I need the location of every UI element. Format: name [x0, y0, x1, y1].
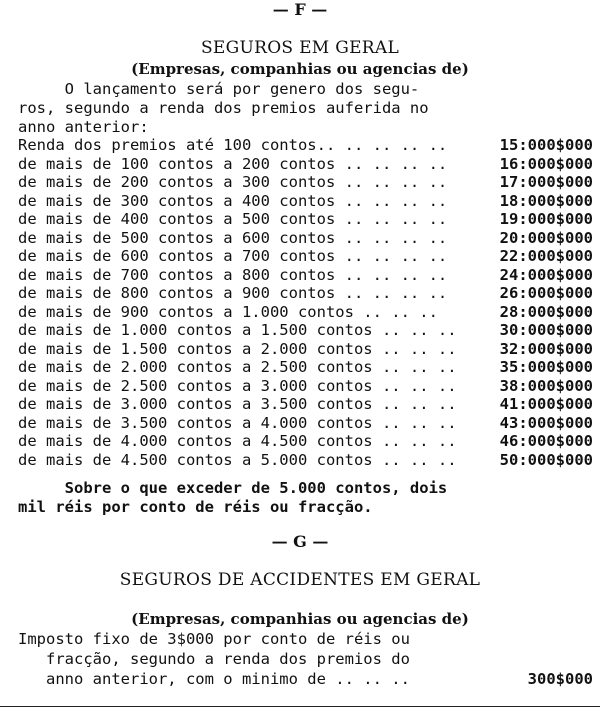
row-description: de mais de 1.000 contos a 1.500 contos .. .. .. — [18, 321, 457, 339]
section-g-subtitle: (Empresas, companhias ou agencias de) — [131, 610, 469, 628]
row-description: de mais de 800 contos a 900 contos .. .. .. .. — [18, 284, 448, 302]
section-f-marker: — F — — [272, 0, 328, 19]
table-row — [18, 210, 593, 229]
row-value: 32:000$000 — [499, 339, 593, 358]
row-value: 43:000$000 — [499, 413, 593, 432]
row-description: de mais de 100 contos a 200 contos .. .. .. .. — [18, 154, 448, 173]
table-row — [18, 266, 593, 285]
row-value: 24:000$000 — [499, 265, 593, 284]
section-f-intro-line-2: ros, segundo a renda dos premios auferida no — [18, 99, 429, 117]
row-value: 46:000$000 — [499, 432, 593, 450]
table-row — [18, 451, 593, 470]
section-g-text-line-3: anno anterior, com o minimo de .. .. .. — [18, 670, 410, 688]
table-row — [18, 136, 593, 155]
row-description: de mais de 4.500 contos a 5.000 contos .. .. .. — [18, 450, 457, 469]
row-description: de mais de 300 contos a 400 contos .. .. .. .. — [18, 191, 448, 210]
row-description: de mais de 2.000 contos a 2.500 contos .. .. .. — [18, 358, 457, 376]
row-value: 16:000$000 — [499, 154, 593, 173]
row-value: 50:000$000 — [499, 450, 593, 469]
table-row — [18, 377, 593, 396]
section-f-closing-line-1: Sobre o que exceder de 5.000 contos, dois — [18, 479, 448, 497]
table-row — [18, 358, 593, 377]
row-value: 20:000$000 — [499, 228, 593, 247]
row-description: de mais de 200 contos a 300 contos .. .. .. .. — [18, 173, 448, 191]
row-value: 38:000$000 — [499, 376, 593, 395]
table-row — [18, 229, 593, 248]
row-value: 22:000$000 — [499, 247, 593, 265]
table-row — [18, 395, 593, 414]
row-description: de mais de 900 contos a 1.000 contos .. .. .. — [18, 302, 438, 321]
section-f-subtitle: (Empresas, companhias ou agencias de) — [131, 60, 469, 78]
table-row — [18, 247, 593, 266]
section-f-intro-line-1: O lançamento será por genero dos segu- — [18, 80, 420, 98]
table-row — [18, 321, 593, 340]
section-f-intro-line-3: anno anterior: — [18, 118, 149, 136]
bottom-rule — [0, 706, 600, 707]
row-value: 17:000$000 — [499, 173, 593, 191]
section-g-text-line-1: Imposto fixo de 3$000 por conto de réis ou — [18, 630, 410, 648]
table-row — [18, 155, 593, 174]
section-g-title: SEGUROS DE ACCIDENTES EM GERAL — [119, 570, 481, 590]
section-f-title: SEGUROS EM GERAL — [200, 38, 400, 58]
row-description: Renda dos premios até 100 contos.. .. .. .. .. — [18, 136, 448, 154]
row-value: 28:000$000 — [499, 302, 593, 321]
row-description: de mais de 700 contos a 800 contos .. .. .. .. — [18, 265, 448, 284]
row-value: 30:000$000 — [499, 321, 593, 339]
row-description: de mais de 400 contos a 500 contos .. .. .. .. — [18, 210, 448, 228]
row-description: de mais de 2.500 contos a 3.000 contos .. .. .. — [18, 376, 457, 395]
table-row — [18, 284, 593, 303]
section-f-closing-line-2: mil réis por conto de réis ou fracção. — [18, 498, 373, 516]
section-g-marker: — G — — [271, 532, 329, 551]
table-row — [18, 173, 593, 192]
table-row — [18, 432, 593, 451]
row-description: de mais de 500 contos a 600 contos .. .. .. .. — [18, 228, 448, 247]
section-g-text-line-2: fracção, segundo a renda dos premios do — [18, 650, 410, 668]
section-g-value: 300$000 — [527, 670, 593, 688]
row-value: 35:000$000 — [499, 358, 593, 376]
row-value: 41:000$000 — [499, 395, 593, 413]
row-description: de mais de 3.500 contos a 4.000 contos .. .. .. — [18, 413, 457, 432]
row-description: de mais de 600 contos a 700 contos .. .. .. .. — [18, 247, 448, 265]
row-description: de mais de 1.500 contos a 2.000 contos .. .. .. — [18, 339, 457, 358]
row-value: 26:000$000 — [499, 284, 593, 302]
row-description: de mais de 3.000 contos a 3.500 contos .. .. .. — [18, 395, 457, 413]
table-row — [18, 340, 593, 359]
table-row — [18, 414, 593, 433]
table-row — [18, 192, 593, 211]
row-description: de mais de 4.000 contos a 4.500 contos .. .. .. — [18, 432, 457, 450]
row-value: 19:000$000 — [499, 210, 593, 228]
row-value: 18:000$000 — [499, 191, 593, 210]
table-row — [18, 303, 593, 322]
row-value: 15:000$000 — [499, 136, 593, 154]
